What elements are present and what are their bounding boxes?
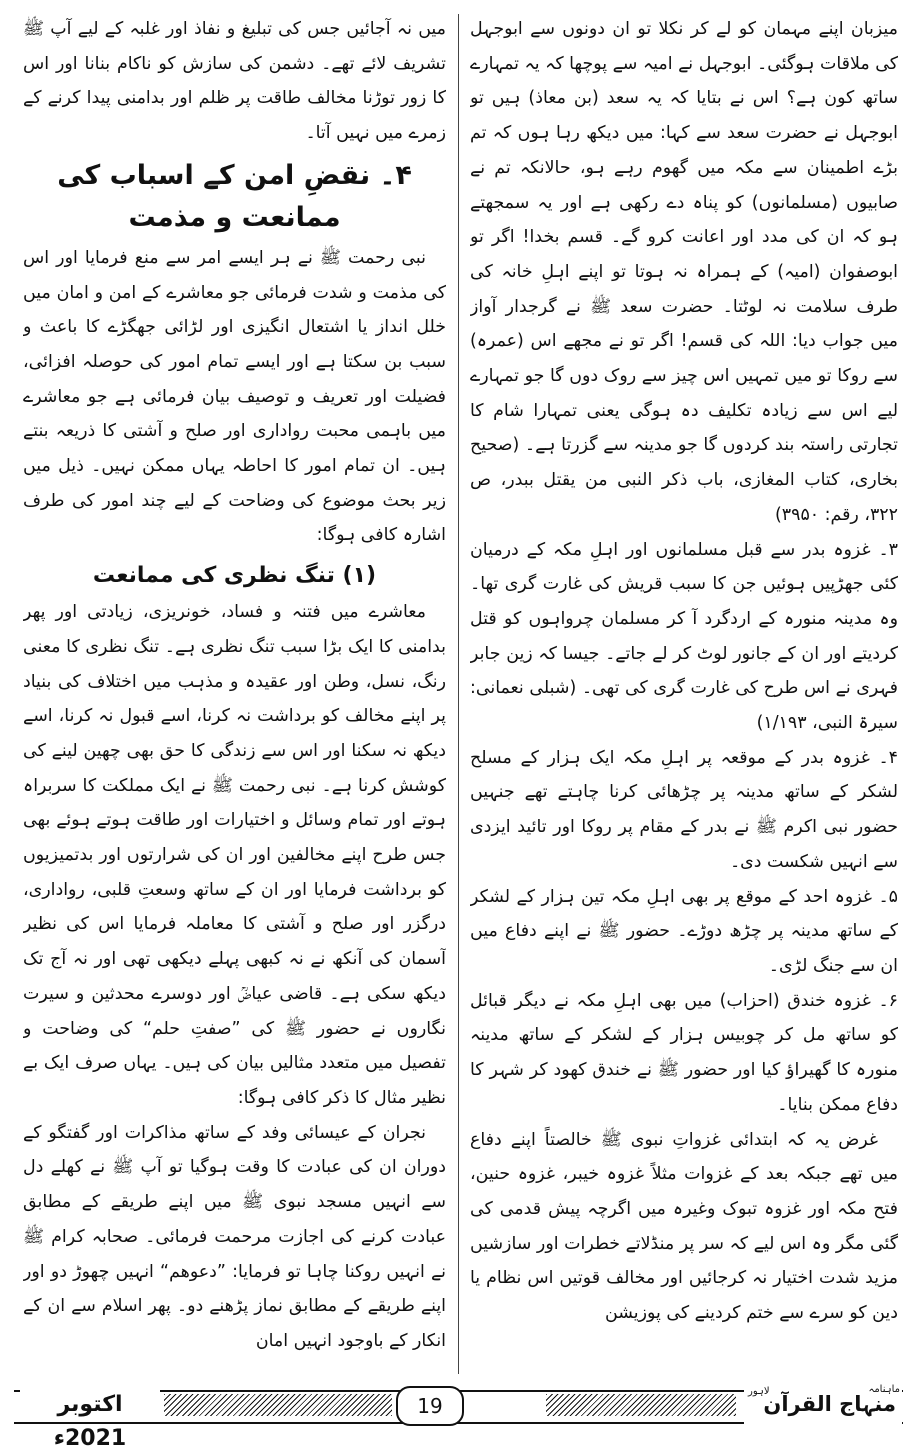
paragraph: میں نہ آجائیں جس کی تبلیغ و نفاذ اور غلبہ کے لیے آپ ﷺ تشریف لائے تھے۔ دشمن کی سازش کو ناکام بنانا اور اس کا زور توڑنا مخالف طاقت پر ظلم اور بدامنی پیدا کرنے کے زمرے میں نہیں آتا۔ [23, 19, 446, 144]
paragraph: نجران کے عیسائی وفد کے ساتھ مذاکرات اور گفتگو کے دوران ان کی عبادت کا وقت ہوگیا تو آپ ﷺ نے کھلے دل سے انہیں مسجد نبوی ﷺ میں اپنے طریقے کے مطابق عبادت کرنے کی اجازت مرحمت فرمائی۔ صحابہ کرام ﷺ نے انہیں روکنا چاہا تو فرمایا: ”دعوھم“ انہیں چھوڑ دو اور اپنے طریقے کے مطابق نماز پڑھنے دو۔ پھر اسلام سے ان کے انکار کے باوجود انہیں امان [23, 1122, 446, 1351]
section-heading: ۴۔ نقضِ امن کے اسباب کی ممانعت و مذمت [57, 159, 412, 233]
paragraph: معاشرے میں فتنہ و فساد، خونریزی، زیادتی اور پھر بدامنی کا ایک بڑا سبب تنگ نظری ہے۔ تنگ نظری کا معنی رنگ، نسل، وطن اور عقیدہ و مذہب میں اختلاف کی بنیاد پر اپنے مخالف کو برداشت نہ کرنا، اسے قبول نہ کرنا، اسے دیکھ نہ سکنا اور اس سے زندگی کا حق بھی چھین لینے کی کوشش کرنا ہے۔ نبی رحمت ﷺ نے ایک مملکت کا سربراہ ہوتے اور تمام وسائل و اختیارات اور طاقت ہوتے ہوئے بھی جس طرح اپنے مخالفین اور ان کی شرارتوں اور بدتمیزیوں کو برداشت فرمایا اور ان کے ساتھ وسعتِ قلبی، رواداری، درگزر اور صلح و آشتی کا معاملہ فرمایا اس کی نظیر آسمان کی آنکھ نے نہ کبھی پہلے دیکھی تھی اور نہ آج تک دیکھ سکی ہے۔ قاضی عیاضؒ اور دوسرے محدثین و سیرت نگاروں نے حضور ﷺ کی ”صفتِ حلم“ کی وضاحت و تفصیل میں متعدد مثالیں بیان کی ہیں۔ یہاں صرف ایک بے نظیر مثال کا ذکر کافی ہوگا: [23, 602, 446, 1108]
paragraph: ۵۔ غزوہ احد کے موقع پر بھی اہلِ مکہ تین ہزار کے لشکر کے ساتھ مدینہ پر چڑھ دوڑے۔ حضور ﷺ نے اپنے دفاع میں ان سے جنگ لڑی۔ [470, 886, 898, 976]
magazine-name: منہاج القرآن [763, 1392, 896, 1416]
magazine-masthead [744, 1384, 902, 1426]
paragraph: غرض یہ کہ ابتدائی غزواتِ نبوی ﷺ خالصتاً اپنے دفاع میں تھے جبکہ بعد کے غزوات مثلاً غزوہ خیبر، غزوہ حنین، فتح مکہ اور غزوہ تبوک وغیرہ میں اگرچہ پیش قدمی کی گئی مگر وہ اس لیے کہ سر پر منڈلاتے خطرات اور سازشیں مزید شدت اختیار نہ کرجائیں اور مخالف قوتیں اس نظام یا دین کو سرے سے ختم کردینے کی پوزیشن [470, 1129, 898, 1324]
magazine-city: لاہور [748, 1386, 770, 1397]
paragraph: ۴۔ غزوہ بدر کے موقعہ پر اہلِ مکہ ایک ہزار کے مسلح لشکر کے ساتھ مدینہ پر چڑھائی کرنا چاہتے تھے جنہیں حضور نبی اکرم ﷺ نے بدر کے مقام پر روکا اور تائید ایزدی سے انہیں شکست دی۔ [470, 747, 898, 872]
masthead-label: ماہنامہ [868, 1384, 900, 1395]
issue-date: اکتوبر 2021ء [20, 1388, 160, 1422]
paragraph: ۶۔ غزوہ خندق (احزاب) میں بھی اہلِ مکہ نے دیگر قبائل کو ساتھ مل کر چوبیس ہزار کے لشکر کے ساتھ مدینہ منورہ کا گھیراؤ کیا اور حضور ﷺ نے خندق کھود کر شہر کا دفاع ممکن بنایا۔ [470, 990, 898, 1115]
right-column [470, 12, 898, 1377]
paragraph: میزبان اپنے مہمان کو لے کر نکلا تو ان دونوں سے ابوجہل کی ملاقات ہوگئی۔ ابوجہل نے امیہ سے پوچھا کہ یہ تمہارے ساتھ کون ہے؟ اس نے بتایا کہ یہ سعد (بن معاذ) ہیں تو ابوجہل نے حضرت سعد سے کہا: میں دیکھ رہا ہوں کہ تم بڑے اطمینان سے مکہ میں گھوم رہے ہو، حالانکہ تم نے صابیوں (مسلمانوں) کو پناہ دے رکھی ہے اور یہ سمجھتے ہو کہ ان کی مدد اور اعانت کرو گے۔ قسم بخدا! اگر تو ابوصفوان (امیہ) کے ہمراہ نہ ہوتا تو اپنے اہلِ خانہ کی طرف سلامت نہ لوٹتا۔ حضرت سعد ﷺ نے گرجدار آواز میں جواب دیا: اللہ کی قسم! اگر تو نے مجھے اس (عمرہ) سے روکا تو میں تمہیں اس چیز سے روک دوں گا جو تمہارے لیے اس سے زیادہ تکلیف دہ ہوگی یعنی تمہارا شام کا تجارتی راستہ بند کردوں گا جو مدینہ سے گزرتا ہے۔ (صحیح بخاری، کتاب المغازی، باب ذکر النبی من یقتل ببدر، ص ۳۲۲، رقم: ۳۹۵۰) [470, 19, 898, 525]
footer-hatch [164, 1394, 392, 1416]
left-column [23, 12, 446, 1377]
page-number: 19 [396, 1386, 464, 1426]
paragraph: نبی رحمت ﷺ نے ہر ایسے امر سے منع فرمایا اور اس کی مذمت و شدت فرمائی جو معاشرے کے امن و امان میں خلل انداز یا اشتعال انگیزی اور لڑائی جھگڑے کا باعث و سبب بن سکتا ہے اور ایسے تمام امور کی حوصلہ افزائی، فضیلت اور تعریف و توصیف بیان فرمائی ہے جو معاشرے میں باہمی محبت رواداری اور صلح و آشتی کا ذریعہ بنتے ہیں۔ ان تمام امور کا احاطہ یہاں ممکن نہیں۔ ذیل میں زیر بحث موضوع کی وضاحت کے لیے چند امور کی طرف اشارہ کافی ہوگا: [23, 247, 446, 546]
page-footer [14, 1384, 903, 1451]
paragraph: ۳۔ غزوہ بدر سے قبل مسلمانوں اور اہلِ مکہ کے درمیان کئی جھڑپیں ہوئیں جن کا سبب قریش کی غارت گری تھا۔ وہ مدینہ منورہ کے اردگرد آ کر مسلمان چرواہوں کو قتل کردیتے اور ان کے جانور لوٹ کر لے جاتے۔ جیسا کہ زین جابر فہری نے اس طرح کی غارت گری کی تھی۔ (شبلی نعمانی: سیرۃ النبی، ۱/۱۹۳) [470, 539, 898, 734]
subheading: (۱) تنگ نظری کی ممانعت [92, 563, 377, 589]
footer-hatch [546, 1394, 736, 1416]
column-divider [458, 14, 459, 1374]
